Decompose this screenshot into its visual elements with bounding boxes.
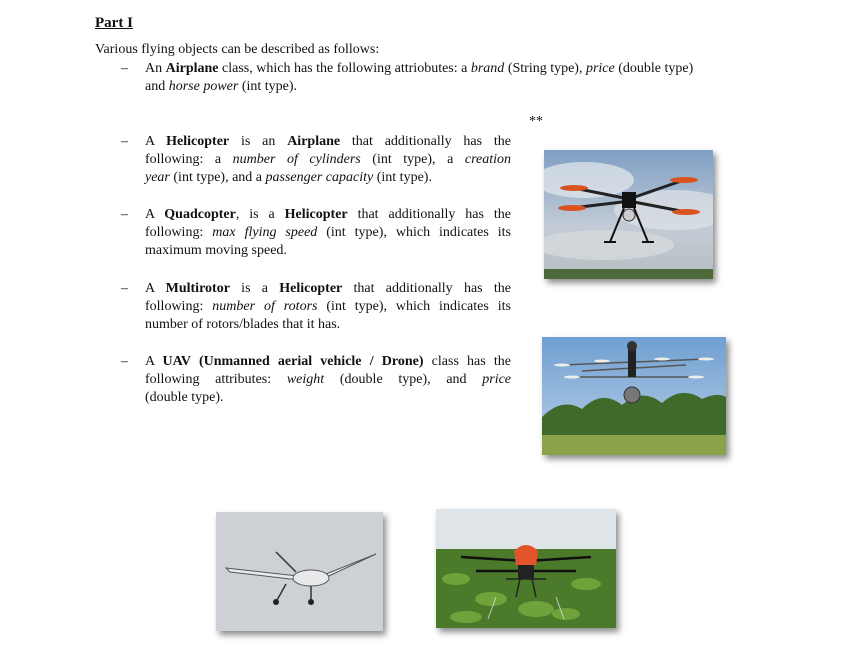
bullet-multirotor: – A Multirotor is a Helicopter that additionally has the following: number of rotors (int type), which indicates its number of rotors/blades that it has. (121, 281, 511, 332)
bullet-quadcopter: – A Quadcopter, is a Helicopter that additionally has the following: max flying speed (int type), which indicates its maximum moving speed. (121, 207, 511, 258)
bullet-airplane: – An Airplane class, which has the following attriobutes: a brand (String type), price (double type) and horse power (int type). (121, 61, 694, 94)
bullet-helicopter: – A Helicopter is an Airplane that additionally has the following: a number of cylinders (int type), a creation year (int type), and a passenger capacity (int type). (121, 134, 512, 185)
term-airplane: Airplane (165, 61, 219, 76)
bullet-dash: – (121, 207, 128, 222)
stars-marker: ** (529, 114, 543, 129)
multirotor-photo-icon (542, 337, 726, 455)
bullet-dash: – (121, 354, 128, 369)
quadcopter-photo-icon (544, 150, 713, 279)
intro-text: Various flying objects can be described as follows: (95, 42, 380, 57)
section-heading: Part I (95, 15, 133, 31)
bullet-dash: – (121, 134, 128, 149)
bullet-dash: – (121, 281, 128, 296)
military-uav-photo-icon (216, 512, 383, 631)
bullet-dash: – (121, 61, 128, 76)
bullet-uav: – A UAV (Unmanned aerial vehicle / Drone) class has the following attributes: weight (double type), and price (double type). (121, 354, 512, 405)
crop-sprayer-drone-photo-icon (436, 509, 616, 628)
